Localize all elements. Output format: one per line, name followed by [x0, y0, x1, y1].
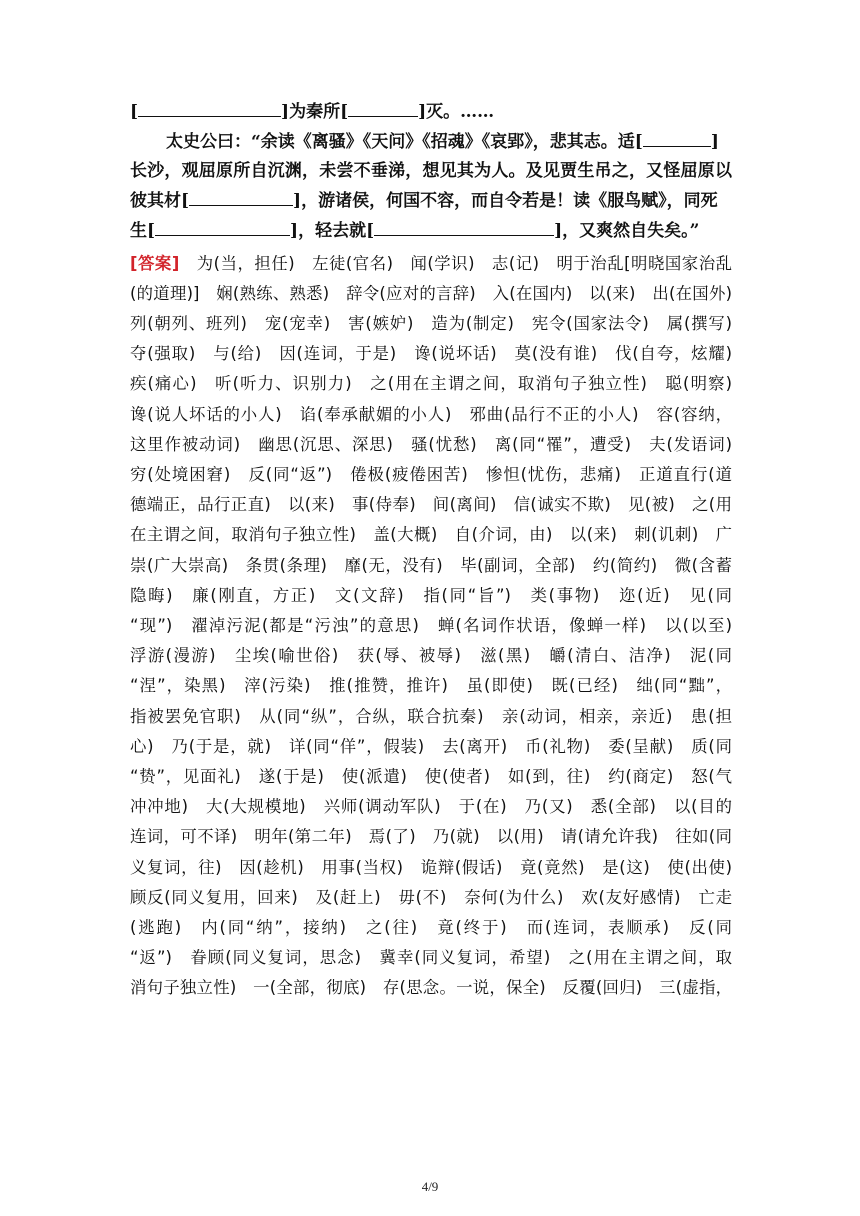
answer-label: [答案] — [130, 253, 180, 273]
page-number: 4/9 — [421, 1179, 439, 1194]
content-area — [130, 98, 732, 1004]
answer-line: “贽”，见面礼) 遂(于是) 使(派遣) 使(使者) 如(到，往) 约(商定) 怒(气 — [130, 766, 732, 786]
question-line-2: 太史公曰：“余读《离骚》《天问》《招魂》《哀郢》，悲其志。适[ ] — [166, 131, 719, 152]
answer-line: 消句子独立性) 一(全部，彻底) 存(思念。一说，保全) 反覆(回归) 三(虚指， — [130, 978, 732, 998]
answer-line: 心) 乃(于是，就) 详(同“佯”，假装) 去(离开) 币(礼物) 委(呈献) 质(同 — [130, 736, 732, 756]
blank-6[interactable] — [374, 221, 554, 236]
blank-5[interactable] — [155, 221, 290, 236]
answer-line: “返”) 眷顾(同义复词，思念) 冀幸(同义复词，希望) 之(用在主谓之间，取 — [130, 948, 732, 968]
blank-1[interactable] — [138, 102, 281, 117]
answer-line: 穷(处境困窘) 反(同“返”) 倦极(疲倦困苦) 惨怛(忧伤，悲痛) 正道直行(道 — [130, 464, 732, 484]
answer-line: “涅”，染黑) 滓(污染) 推(推赞，推许) 虽(即使) 既(已经) 绌(同“黜”， — [130, 676, 732, 696]
answer-line: 指被罢免官职) 从(同“纵”，合纵，联合抗秦) 亲(动词，相亲，亲近) 患(担 — [130, 706, 732, 726]
question-line-4 — [130, 187, 732, 217]
blank-3[interactable] — [643, 132, 711, 147]
answer-section — [130, 249, 732, 1004]
answer-line: 在主谓之间，取消句子独立性) 盖(大概) 自(介词，由) 以(来) 刺(讥刺) 广 — [130, 525, 732, 545]
answer-line: 隐晦) 廉(刚直，方正) 文(文辞) 指(同“旨”) 类(事物) 迩(近) 见(同 — [130, 585, 732, 605]
blank-2[interactable] — [348, 102, 418, 117]
question-line-3: 长沙，观屈原所自沉渊，未尝不垂涕，想见其为人。及见贾生吊之，又怪屈原以 — [130, 161, 732, 182]
answer-line: 连词，可不译) 明年(第二年) 焉(了) 乃(就) 以(用) 请(请允许我) 往如(同 — [130, 827, 732, 847]
answer-line-0: [答案] 为(当，担任) 左徒(官名) 闻(学识) 志(记) 明于治乱[明晓国家治乱 — [130, 253, 732, 273]
answer-line: 疾(痛心) 听(听力、识别力) 之(用在主谓之间，取消句子独立性) 聪(明察) — [130, 374, 732, 394]
answer-line: 德端正，品行正直) 以(来) 事(侍奉) 间(离间) 信(诚实不欺) 见(被) 之(用 — [130, 495, 732, 515]
answer-line: “现”) 濯淖污泥(都是“污浊”的意思) 蝉(名词作状语，像蝉一样) 以(以至) — [130, 615, 732, 635]
answer-line: 这里作被动词) 幽思(沉思、深思) 骚(忧愁) 离(同“罹”，遭受) 夫(发语词) — [130, 434, 732, 454]
answer-line: 崇(广大崇高) 条贯(条理) 靡(无，没有) 毕(副词，全部) 约(简约) 微(含蓄 — [130, 555, 732, 575]
answer-line: 冲冲地) 大(大规模地) 兴师(调动军队) 于(在) 乃(又) 悉(全部) 以(目的 — [130, 797, 732, 817]
answer-line: 谗(说人坏话的小人) 谄(奉承献媚的小人) 邪曲(品行不正的小人) 容(容纳， — [130, 404, 732, 424]
answer-line: 顾反(同义复用，回来) 及(赶上) 毋(不) 奈何(为什么) 欢(友好感情) 亡走 — [130, 887, 732, 907]
line4-end: ]，游诸侯，何国不容，而自令若是！读《服鸟赋》，同死 — [293, 191, 718, 212]
answer-line: (逃跑) 内(同“纳”，接纳) 之(往) 竟(终于) 而(连词，表顺承) 反(同 — [130, 917, 732, 937]
blank-4[interactable] — [189, 191, 293, 206]
answer-line: 列(朝列、班列) 宠(宠幸) 害(嫉妒) 造为(制定) 宪令(国家法令) 属(撰写) — [130, 313, 732, 333]
question-line-1: [ ]为秦所[ ]灭。…… — [130, 102, 495, 122]
question-line-5: 生[ ]，轻去就[ ]，又爽然自失矣。” — [130, 220, 700, 241]
line4-start: 彼其材[ — [130, 191, 190, 212]
answer-line: 义复词，往) 因(趁机) 用事(当权) 诡辩(假话) 竟(竟然) 是(这) 使(出使) — [130, 857, 732, 877]
answer-line: 浮游(漫游) 尘埃(喻世俗) 获(辱、被辱) 滋(黑) 皭(清白、洁净) 泥(同 — [130, 646, 732, 666]
answer-line: (的道理)] 娴(熟练、熟悉) 辞令(应对的言辞) 入(在国内) 以(来) 出(在国外) — [130, 283, 732, 303]
answer-line: 夺(强取) 与(给) 因(连词，于是) 谗(说坏话) 莫(没有谁) 伐(自夸，炫耀) — [130, 344, 732, 364]
